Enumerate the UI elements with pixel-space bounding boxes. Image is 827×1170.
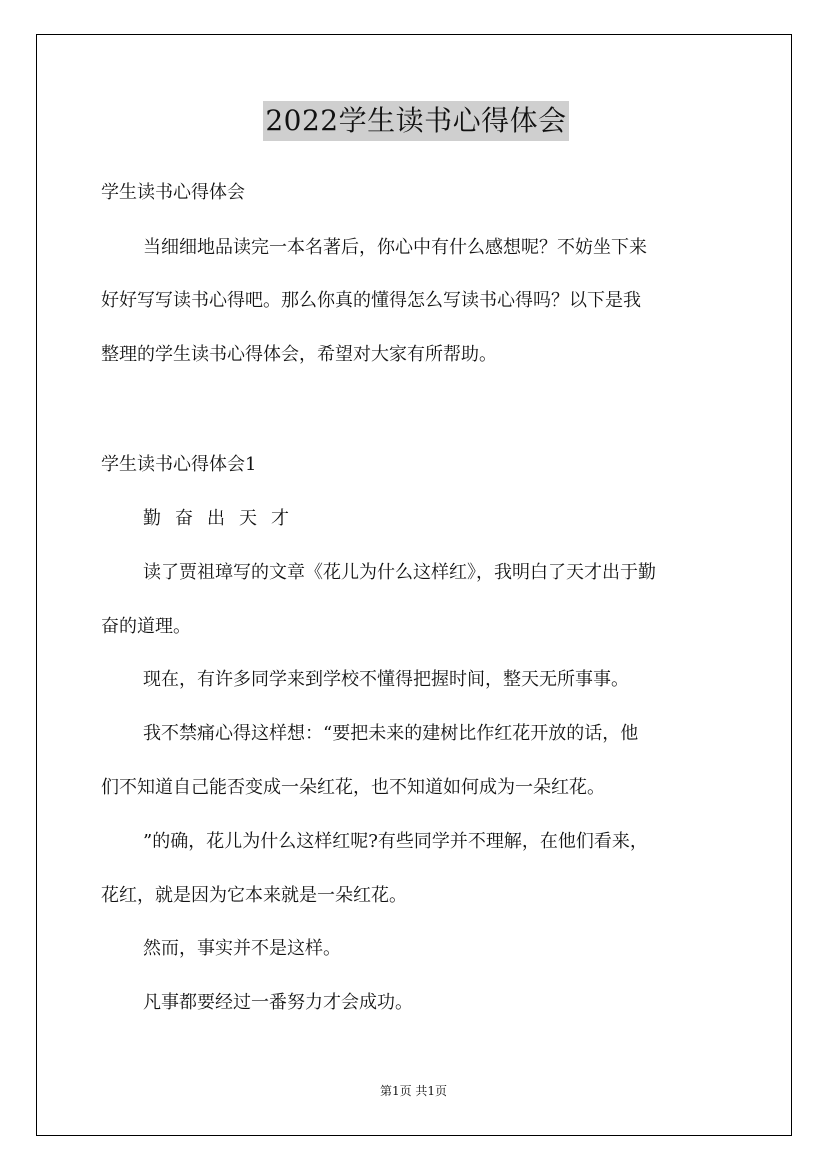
essay-title: 勤奋出天才 [143, 508, 303, 529]
title-block [101, 101, 731, 141]
paragraph-line: 奋的道理。 [101, 616, 191, 637]
section-heading: 学生读书心得体会1 [101, 454, 257, 475]
intro-line: 整理的学生读书心得体会，希望对大家有所帮助。 [101, 344, 497, 365]
paragraph-line: 我不禁痛心得这样想：“要把未来的建树比作红花开放的话，他 [143, 723, 639, 744]
paragraph-line: ”的确，花儿为什么这样红呢?有些同学并不理解，在他们看来， [143, 831, 648, 852]
subtitle: 学生读书心得体会 [101, 182, 245, 203]
intro-line: 当细细地品读完一本名著后，你心中有什么感想呢？不妨坐下来 [143, 237, 647, 258]
paragraph-line: 们不知道自己能否变成一朵红花，也不知道如何成为一朵红花。 [101, 777, 605, 798]
paragraph-line: 然而，事实并不是这样。 [143, 938, 341, 959]
intro-line: 好好写写读书心得吧。那么你真的懂得怎么写读书心得吗？以下是我 [101, 290, 641, 311]
paragraph-line: 读了贾祖璋写的文章《花儿为什么这样红》，我明白了天才出于勤 [143, 562, 656, 583]
paragraph-line: 花红，就是因为它本来就是一朵红花。 [101, 885, 407, 906]
document-title: 2022学生读书心得体会 [263, 101, 568, 141]
paragraph-line: 现在，有许多同学来到学校不懂得把握时间，整天无所事事。 [143, 669, 629, 690]
paragraph-line: 凡事都要经过一番努力才会成功。 [143, 992, 413, 1013]
page-footer: 第1页 共1页 [379, 1084, 448, 1098]
